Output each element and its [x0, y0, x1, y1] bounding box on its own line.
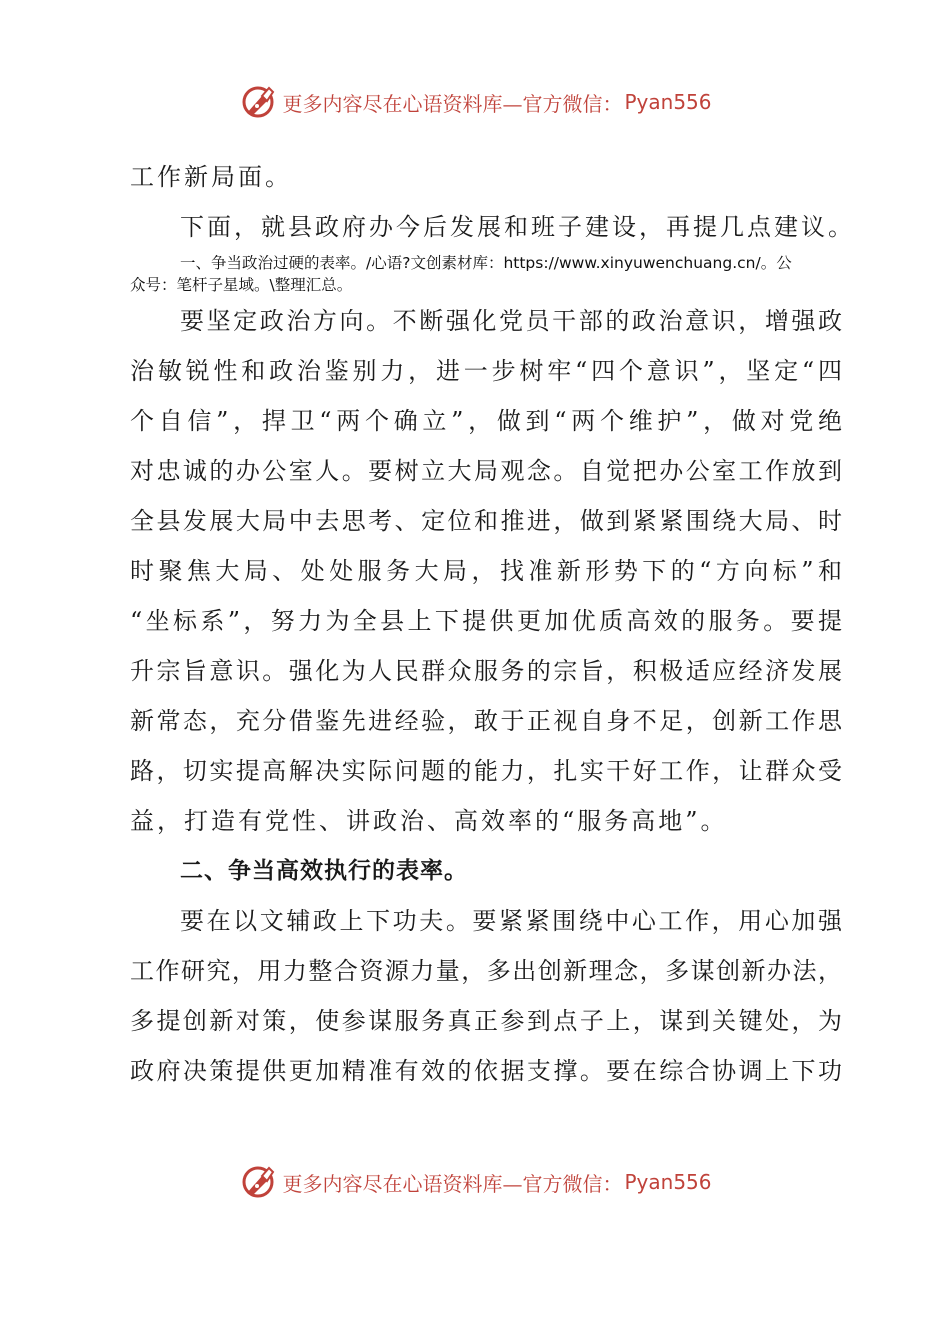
- paragraph-line: 治敏锐性和政治鉴别力，进一步树牢“四个意识”，坚定“四: [130, 357, 842, 385]
- paragraph-line: 升宗旨意识。强化为人民群众服务的宗旨，积极适应经济发展: [130, 657, 842, 685]
- watermark-note: [130, 252, 842, 296]
- banner-contact: Pyan556: [624, 1170, 712, 1194]
- banner-text: 更多内容尽在心语资料库—官方微信：: [282, 1171, 623, 1196]
- paragraph-line: 要在以文辅政上下功夫。要紧紧围绕中心工作，用心加强: [180, 907, 842, 935]
- paragraph-line: 个自信”，捍卫“两个确立”，做到“两个维护”，做对党绝: [130, 407, 842, 435]
- paragraph-line: 对忠诚的办公室人。要树立大局观念。自觉把办公室工作放到: [130, 457, 842, 485]
- paragraph-line: 全县发展大局中去思考、定位和推进，做到紧紧围绕大局、时: [130, 507, 842, 535]
- watermark-line: 众号：笔杆子星域。\整理汇总。: [130, 276, 353, 294]
- paragraph-line: 工作研究，用力整合资源力量，多出创新理念，多谋创新办法，: [130, 957, 842, 985]
- pen-nib-logo-icon: [238, 1162, 278, 1202]
- banner-contact: Pyan556: [624, 90, 712, 114]
- paragraph-line: 政府决策提供更加精准有效的依据支撑。要在综合协调上下功: [130, 1057, 842, 1085]
- paragraph-line: 新常态，充分借鉴先进经验，敢于正视自身不足，创新工作思: [130, 707, 842, 735]
- paragraph-line: 益，打造有党性、讲政治、高效率的“服务高地”。: [130, 807, 728, 835]
- text-line: 工作新局面。: [130, 163, 292, 191]
- text-line: 下面，就县政府办今后发展和班子建设，再提几点建议。: [180, 213, 855, 241]
- header-banner: [0, 80, 950, 124]
- footer-banner: [0, 1160, 950, 1204]
- section-heading: 二、争当高效执行的表率。: [180, 858, 468, 884]
- paragraph-line: 多提创新对策，使参谋服务真正参到点子上，谋到关键处，为: [130, 1007, 842, 1035]
- watermark-line: 一、争当政治过硬的表率。/心语?文创素材库：https://www.xinyuwenchuang.cn/。公: [180, 254, 792, 272]
- paragraph-line: “坐标系”，努力为全县上下提供更加优质高效的服务。要提: [130, 607, 842, 635]
- paragraph-line: 要坚定政治方向。不断强化党员干部的政治意识，增强政: [180, 307, 842, 335]
- paragraph-line: 路，切实提高解决实际问题的能力，扎实干好工作，让群众受: [130, 757, 842, 785]
- document-body: [130, 152, 855, 1096]
- pen-nib-logo-icon: [238, 82, 278, 122]
- banner-text: 更多内容尽在心语资料库—官方微信：: [282, 91, 623, 116]
- paragraph-line: 时聚焦大局、处处服务大局，找准新形势下的“方向标”和: [130, 557, 842, 585]
